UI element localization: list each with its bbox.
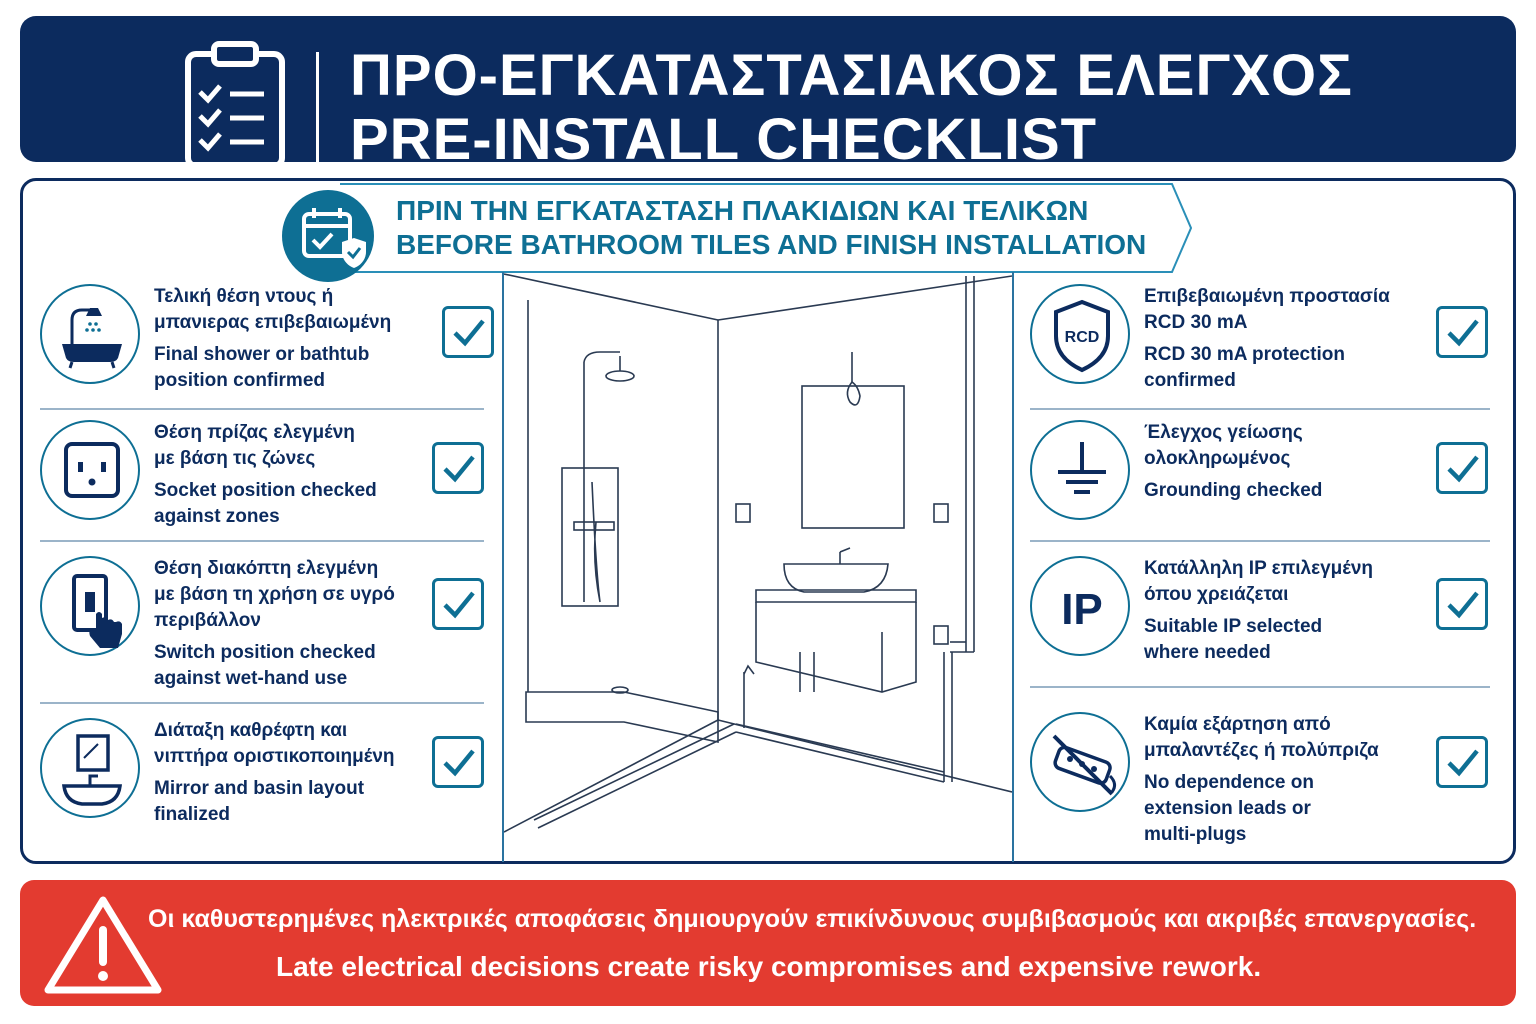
item-label-greek: Διάταξη καθρέφτη και νιπτήρα οριστικοποιημένη [154, 720, 395, 767]
item-label-english: Switch position checked against wet-hand use [154, 642, 376, 689]
item-label-english: Final shower or bathtub position confirmed [154, 344, 370, 391]
item-label-greek: Θέση διακόπτη ελεγμένη με βάση τη χρήση σε υγρό περιβάλλον [154, 558, 395, 631]
separator [40, 540, 484, 542]
separator [40, 702, 484, 704]
checklist-item-grounding [1030, 420, 1490, 540]
checkbox-shower[interactable] [442, 306, 494, 358]
checklist-item-socket [40, 420, 486, 540]
warning-bar [20, 880, 1516, 1006]
header-divider [316, 52, 319, 162]
bathroom-sketch [504, 272, 1012, 862]
item-label-english: Mirror and basin layout finalized [154, 778, 365, 825]
checkbox-rcd[interactable] [1436, 306, 1488, 358]
rcd-shield-icon [1030, 284, 1130, 384]
shower-bathtub-icon [40, 284, 140, 384]
mirror-basin-icon [40, 718, 140, 818]
checkbox-socket[interactable] [432, 442, 484, 494]
switch-hand-icon [40, 556, 140, 656]
checklist-item-mirror [40, 718, 486, 838]
ground-icon [1030, 420, 1130, 520]
separator [1030, 408, 1490, 410]
separator [40, 408, 484, 410]
warning-text-english: Late electrical decisions create risky compromises and expensive rework. [276, 951, 1262, 982]
item-label-greek: Κατάλληλη IP επιλεγμένη όπου χρειάζεται [1144, 558, 1374, 605]
item-label-greek: Επιβεβαιωμένη προστασία RCD 30 mA [1144, 286, 1390, 333]
checkbox-grounding[interactable] [1436, 442, 1488, 494]
checkbox-ip[interactable] [1436, 578, 1488, 630]
checkbox-extension[interactable] [1436, 736, 1488, 788]
page-title-english: PRE-INSTALL CHECKLIST [350, 107, 1098, 172]
checklist-item-extension [1030, 712, 1490, 845]
checkbox-switch[interactable] [432, 578, 484, 630]
warning-text-greek: Οι καθυστερημένες ηλεκτρικές αποφάσεις δημιουργούν επικίνδυνους συμβιβασμούς και ακριβές επανεργασίες. [148, 905, 1477, 933]
checklist-item-shower [40, 284, 486, 404]
checklist-item-switch [40, 556, 486, 689]
separator [1030, 540, 1490, 542]
checklist-item-rcd [1030, 284, 1490, 404]
separator [1030, 686, 1490, 688]
item-label-greek: Τελική θέση ντους ή μπανιερας επιβεβαιωμένη [154, 286, 392, 333]
item-label-english: No dependence on extension leads or multi-plugs [1144, 772, 1314, 845]
ip-icon [1030, 556, 1130, 656]
ip-icon-text: IP [1061, 585, 1103, 634]
item-label-greek: Θέση πρίζας ελεγμένη με βάση τις ζώνες [154, 422, 355, 469]
item-label-greek: Καμία εξάρτηση από μπαλαντέζες ή πολύπριζα [1144, 714, 1379, 761]
item-label-english: Grounding checked [1144, 480, 1323, 501]
item-label-english: Socket position checked against zones [154, 480, 377, 527]
item-label-english: Suitable IP selected where needed [1144, 616, 1323, 663]
header-bar [20, 16, 1516, 172]
socket-icon [40, 420, 140, 520]
rcd-icon-text: RCD [1064, 329, 1100, 346]
calendar-check-shield-icon [280, 188, 376, 284]
clipboard-checklist-icon [180, 40, 290, 170]
checkbox-mirror[interactable] [432, 736, 484, 788]
banner-title-english: BEFORE BATHROOM TILES AND FINISH INSTALLATION [396, 229, 1147, 260]
banner-title-greek: ΠΡΙΝ ΤΗΝ ΕΓΚΑΤΑΣΤΑΣΗ ΠΛΑΚΙΔΙΩΝ ΚΑΙ ΤΕΛΙΚΩΝ [396, 195, 1089, 226]
bathroom-illustration [502, 272, 1014, 862]
section-banner [300, 183, 1192, 273]
page-title-greek: ΠΡΟ-ΕΓΚΑΤΑΣΤΑΣΙΑΚΟΣ ΕΛΕΓΧΟΣ [350, 43, 1353, 108]
item-label-english: RCD 30 mA protection confirmed [1144, 344, 1345, 391]
item-label-greek: Έλεγχος γείωσης ολοκληρωμένος [1144, 422, 1303, 469]
checklist-item-ip [1030, 556, 1490, 676]
no-extension-lead-icon [1030, 712, 1130, 812]
